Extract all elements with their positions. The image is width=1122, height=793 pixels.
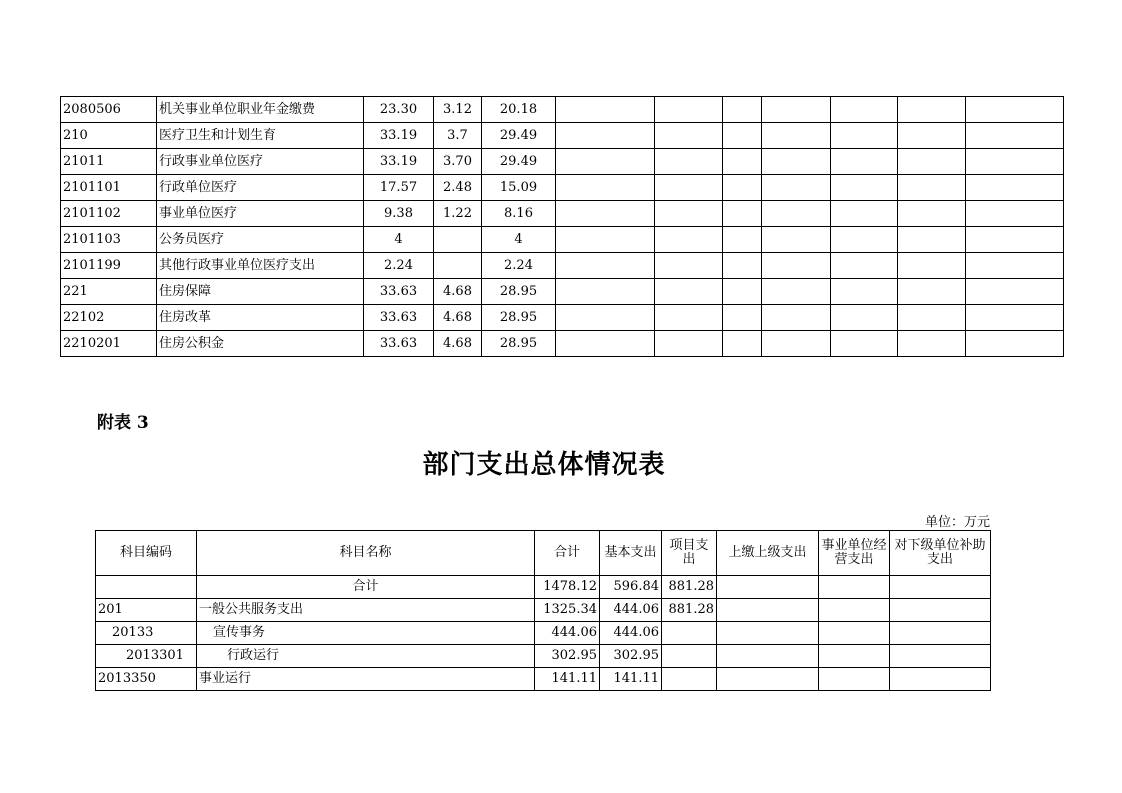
empty-cell	[966, 175, 1064, 201]
row-name: 其他行政事业单位医疗支出	[157, 253, 364, 279]
header-subsidy: 对下级单位补助支出	[890, 531, 991, 576]
row-project: 881.28	[662, 599, 717, 622]
empty-cell	[890, 599, 991, 622]
empty-cell	[723, 175, 762, 201]
row-code: 2101101	[61, 175, 157, 201]
empty-cell	[898, 97, 966, 123]
empty-cell	[819, 668, 890, 691]
row-basic: 4.68	[434, 331, 482, 357]
empty-cell	[890, 645, 991, 668]
row-project: 4	[482, 227, 556, 253]
empty-cell	[831, 279, 898, 305]
row-name: 行政事业单位医疗	[157, 149, 364, 175]
empty-cell	[898, 149, 966, 175]
row-basic: 141.11	[600, 668, 662, 691]
department-expenditure-table	[95, 530, 991, 691]
empty-cell	[655, 175, 723, 201]
empty-cell	[831, 201, 898, 227]
table-row	[61, 201, 1064, 227]
empty-cell	[898, 201, 966, 227]
empty-cell	[717, 668, 819, 691]
row-name: 一般公共服务支出	[197, 599, 535, 622]
row-basic: 1.22	[434, 201, 482, 227]
row-total: 33.63	[364, 331, 434, 357]
row-project: 20.18	[482, 97, 556, 123]
header-name: 科目名称	[197, 531, 535, 576]
header-upper: 上缴上级支出	[717, 531, 819, 576]
empty-cell	[890, 622, 991, 645]
row-basic: 4.68	[434, 279, 482, 305]
row-total: 33.19	[364, 123, 434, 149]
row-project	[662, 645, 717, 668]
empty-cell	[831, 253, 898, 279]
empty-cell	[819, 622, 890, 645]
row-code: 210	[61, 123, 157, 149]
empty-cell	[655, 97, 723, 123]
empty-cell	[655, 279, 723, 305]
row-basic	[434, 227, 482, 253]
empty-cell	[831, 123, 898, 149]
empty-cell	[762, 149, 831, 175]
empty-cell	[556, 305, 655, 331]
table-row	[61, 227, 1064, 253]
row-basic: 3.12	[434, 97, 482, 123]
expenditure-detail-table-top	[60, 96, 1064, 357]
empty-cell	[831, 149, 898, 175]
empty-cell	[966, 123, 1064, 149]
empty-cell	[890, 668, 991, 691]
row-total: 33.19	[364, 149, 434, 175]
empty-cell	[723, 97, 762, 123]
row-code: 20133	[96, 622, 197, 645]
table-row	[61, 253, 1064, 279]
empty-cell	[556, 149, 655, 175]
row-basic: 4.68	[434, 305, 482, 331]
empty-cell	[819, 645, 890, 668]
row-total: 33.63	[364, 279, 434, 305]
row-total: 33.63	[364, 305, 434, 331]
empty-cell	[556, 279, 655, 305]
row-name: 住房改革	[157, 305, 364, 331]
row-total: 2.24	[364, 253, 434, 279]
empty-cell	[762, 331, 831, 357]
empty-cell	[655, 201, 723, 227]
table-row	[96, 668, 991, 691]
table-row	[96, 645, 991, 668]
empty-cell	[819, 599, 890, 622]
empty-cell	[556, 253, 655, 279]
row-total: 141.11	[535, 668, 600, 691]
empty-cell	[966, 149, 1064, 175]
row-total: 23.30	[364, 97, 434, 123]
row-project: 28.95	[482, 331, 556, 357]
header-row	[96, 531, 991, 576]
row-project	[662, 668, 717, 691]
row-basic: 302.95	[600, 645, 662, 668]
empty-cell	[717, 645, 819, 668]
empty-cell	[655, 227, 723, 253]
header-operation: 事业单位经营支出	[819, 531, 890, 576]
row-basic: 3.7	[434, 123, 482, 149]
row-code: 22102	[61, 305, 157, 331]
row-total: 302.95	[535, 645, 600, 668]
row-code: 2101199	[61, 253, 157, 279]
table-row	[96, 622, 991, 645]
table-row	[61, 279, 1064, 305]
row-name: 事业运行	[197, 668, 535, 691]
header-basic: 基本支出	[600, 531, 662, 576]
row-total: 1325.34	[535, 599, 600, 622]
total-basic: 596.84	[600, 576, 662, 599]
table-row	[61, 175, 1064, 201]
empty-cell	[723, 149, 762, 175]
empty-cell	[966, 253, 1064, 279]
empty-cell	[556, 97, 655, 123]
empty-cell	[831, 227, 898, 253]
row-name: 事业单位医疗	[157, 201, 364, 227]
empty-cell	[966, 279, 1064, 305]
empty-cell	[556, 227, 655, 253]
table-row	[96, 599, 991, 622]
total-project: 881.28	[662, 576, 717, 599]
row-project: 28.95	[482, 305, 556, 331]
empty-cell	[762, 279, 831, 305]
empty-cell	[723, 123, 762, 149]
row-name: 宣传事务	[197, 622, 535, 645]
row-name: 医疗卫生和计划生育	[157, 123, 364, 149]
row-name: 行政运行	[197, 645, 535, 668]
empty-cell	[898, 305, 966, 331]
empty-cell	[556, 331, 655, 357]
header-total: 合计	[535, 531, 600, 576]
row-code: 2101102	[61, 201, 157, 227]
row-total: 17.57	[364, 175, 434, 201]
empty-cell	[966, 201, 1064, 227]
row-name: 行政单位医疗	[157, 175, 364, 201]
empty-cell	[966, 305, 1064, 331]
table-row	[61, 331, 1064, 357]
empty-cell	[762, 97, 831, 123]
row-project: 28.95	[482, 279, 556, 305]
empty-cell	[898, 175, 966, 201]
empty-cell	[762, 175, 831, 201]
empty-cell	[723, 253, 762, 279]
row-code: 201	[96, 599, 197, 622]
row-project: 29.49	[482, 123, 556, 149]
empty-cell	[655, 253, 723, 279]
empty-cell	[723, 305, 762, 331]
empty-cell	[966, 227, 1064, 253]
row-project: 15.09	[482, 175, 556, 201]
empty-cell	[762, 305, 831, 331]
row-project: 2.24	[482, 253, 556, 279]
page-title: 部门支出总体情况表	[422, 450, 666, 480]
empty-cell	[831, 97, 898, 123]
empty-cell	[655, 123, 723, 149]
row-code: 2013350	[96, 668, 197, 691]
row-total: 444.06	[535, 622, 600, 645]
header-project: 项目支出	[662, 531, 717, 576]
empty-cell	[655, 149, 723, 175]
row-total: 4	[364, 227, 434, 253]
empty-cell	[898, 331, 966, 357]
empty-cell	[556, 201, 655, 227]
row-basic: 3.70	[434, 149, 482, 175]
empty-cell	[723, 331, 762, 357]
row-basic: 444.06	[600, 622, 662, 645]
table-row	[61, 149, 1064, 175]
empty-cell	[655, 305, 723, 331]
row-project	[662, 622, 717, 645]
row-name: 住房保障	[157, 279, 364, 305]
row-project: 8.16	[482, 201, 556, 227]
row-code: 221	[61, 279, 157, 305]
empty-cell	[898, 279, 966, 305]
empty-cell	[966, 331, 1064, 357]
row-code: 21011	[61, 149, 157, 175]
total-label: 合计	[197, 576, 535, 599]
empty-cell	[831, 305, 898, 331]
empty-cell	[898, 123, 966, 149]
empty-cell	[723, 279, 762, 305]
header-code: 科目编码	[96, 531, 197, 576]
row-total: 9.38	[364, 201, 434, 227]
empty-cell	[762, 123, 831, 149]
row-code: 2013301	[96, 645, 197, 668]
appendix-label: 附表 3	[97, 413, 149, 433]
table-row	[61, 97, 1064, 123]
empty-cell	[831, 175, 898, 201]
empty-cell	[556, 175, 655, 201]
empty-cell	[556, 123, 655, 149]
row-basic: 2.48	[434, 175, 482, 201]
row-name: 公务员医疗	[157, 227, 364, 253]
total-total: 1478.12	[535, 576, 600, 599]
empty-cell	[898, 227, 966, 253]
row-project: 29.49	[482, 149, 556, 175]
row-basic	[434, 253, 482, 279]
row-code: 2080506	[61, 97, 157, 123]
row-code: 2101103	[61, 227, 157, 253]
empty-cell	[717, 622, 819, 645]
empty-cell	[717, 599, 819, 622]
row-name: 住房公积金	[157, 331, 364, 357]
empty-cell	[655, 331, 723, 357]
empty-cell	[762, 253, 831, 279]
table-row	[61, 305, 1064, 331]
empty-cell	[898, 253, 966, 279]
empty-cell	[723, 201, 762, 227]
empty-cell	[723, 227, 762, 253]
table-row	[61, 123, 1064, 149]
row-name: 机关事业单位职业年金缴费	[157, 97, 364, 123]
total-row	[96, 576, 991, 599]
empty-cell	[831, 331, 898, 357]
empty-cell	[966, 97, 1064, 123]
unit-label: 单位：万元	[924, 515, 990, 530]
row-basic: 444.06	[600, 599, 662, 622]
empty-cell	[762, 201, 831, 227]
empty-cell	[762, 227, 831, 253]
row-code: 2210201	[61, 331, 157, 357]
